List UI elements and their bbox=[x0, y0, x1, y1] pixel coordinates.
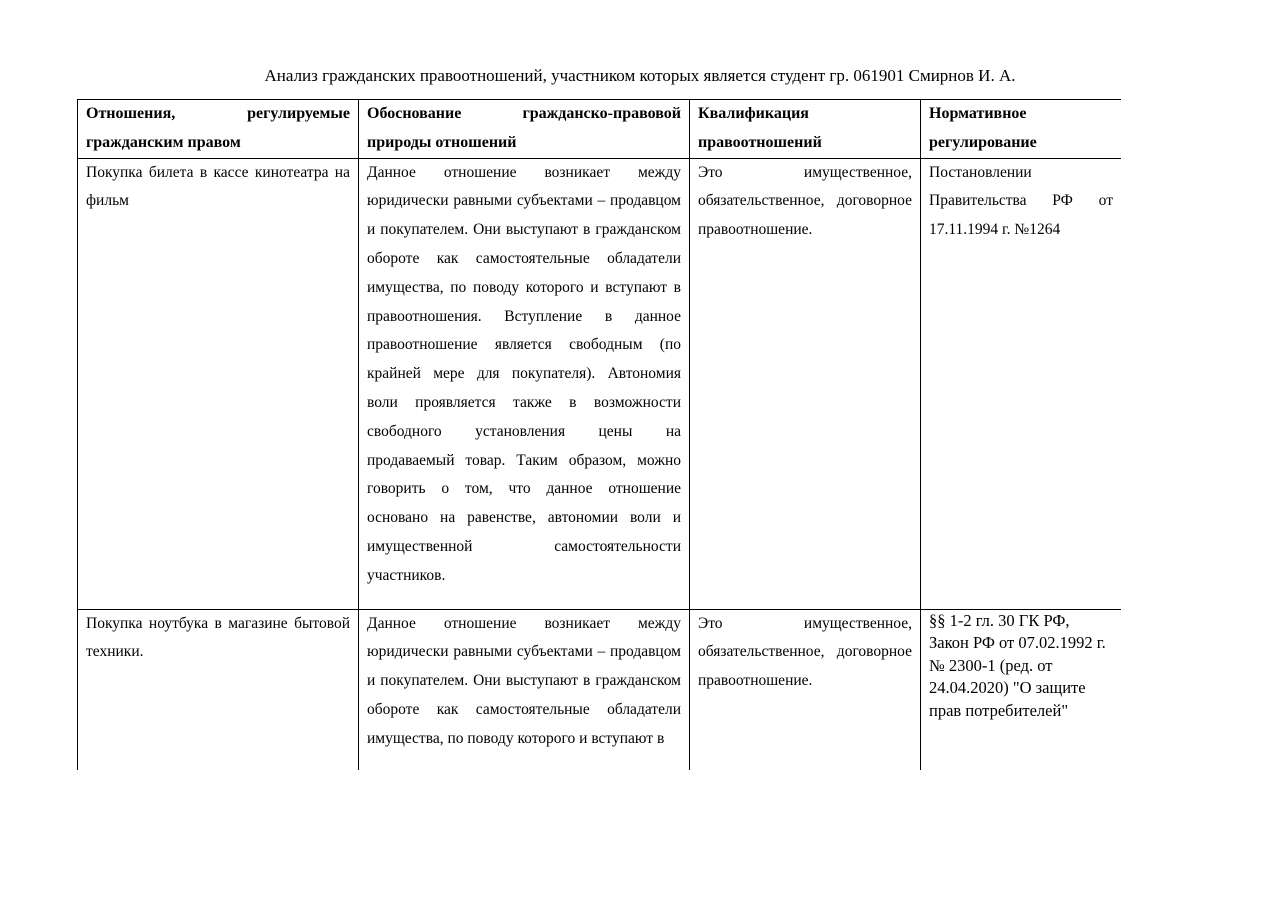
cell-relation: Покупка ноутбука в магазине бытовой техники. bbox=[78, 609, 359, 770]
table-header-row bbox=[78, 100, 1122, 159]
header-qualification: Квалификация правоотношений bbox=[690, 100, 921, 159]
table-row bbox=[78, 158, 1122, 609]
table-row bbox=[78, 609, 1122, 770]
cell-qualification: Это имущественное, обязательственное, договорное правоотношение. bbox=[690, 158, 921, 609]
cell-justification: Данное отношение возникает между юридически равными субъектами – продавцом и покупателем. Они выступают в гражданском обороте как самостоятельные обладатели имущества, по поводу которого и вступают в правоотношения. Вступление в данное правоотношение является свободным (по крайней мере для покупателя). Автономия воли проявляется также в возможности свободного установления цены на продаваемый товар. Таким образом, можно говорить о том, что данное отношение основано на равенстве, автономии воли и имущественной самостоятельности участников. bbox=[359, 158, 690, 609]
cell-justification: Данное отношение возникает между юридически равными субъектами – продавцом и покупателем. Они выступают в гражданском обороте как самостоятельные обладатели имущества, по поводу которого и вступают в bbox=[359, 609, 690, 770]
header-justification: Обоснование гражданско-правовой природы отношений bbox=[359, 100, 690, 159]
civil-relations-table-container bbox=[77, 99, 1121, 770]
cell-regulation: Постановлении Правительства РФ от 17.11.1994 г. №1264 bbox=[921, 158, 1122, 609]
civil-relations-table bbox=[77, 99, 1121, 770]
cell-qualification: Это имущественное, обязательственное, договорное правоотношение. bbox=[690, 609, 921, 770]
document-title: Анализ гражданских правоотношений, участником которых является студент гр. 061901 Смирнов И. А. bbox=[264, 66, 1016, 85]
header-regulation: Нормативное регулирование bbox=[921, 100, 1122, 159]
cell-regulation: §§ 1-2 гл. 30 ГК РФ, Закон РФ от 07.02.1992 г. № 2300-1 (ред. от 24.04.2020) "О защите прав потребителей" bbox=[921, 609, 1122, 770]
cell-relation: Покупка билета в кассе кинотеатра на фильм bbox=[78, 158, 359, 609]
header-relation: Отношения, регулируемые гражданским правом bbox=[78, 100, 359, 159]
